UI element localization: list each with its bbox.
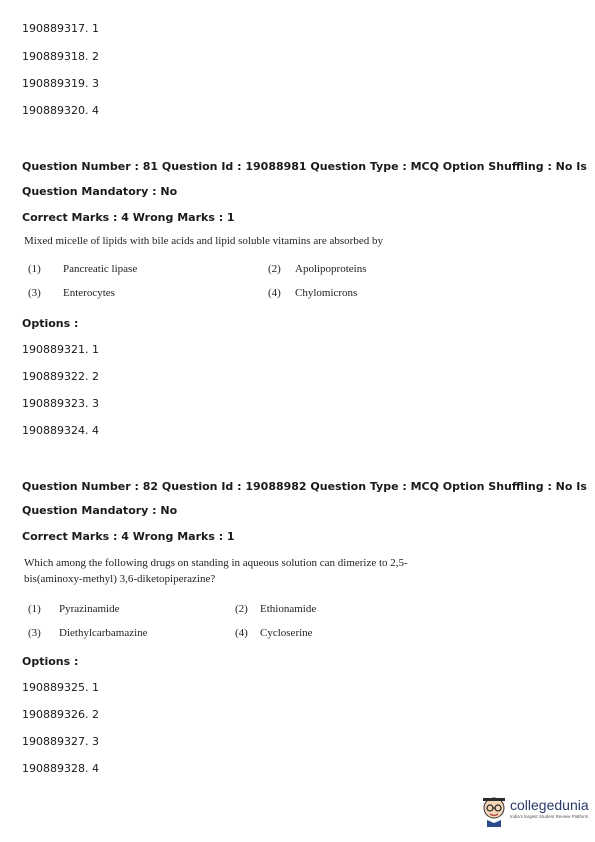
options-label: Options : bbox=[22, 655, 79, 668]
choice-number: (3) bbox=[28, 627, 41, 639]
option-line: 190889317. 1 bbox=[22, 22, 99, 35]
question-text: Which among the following drugs on standing in aqueous solution can dimerize to 2,5- bbox=[24, 557, 408, 569]
question-header: Question Number : 81 Question Id : 19088981 Question Type : MCQ Option Shuffling : No Is bbox=[22, 160, 587, 173]
choice-text: Diethylcarbamazine bbox=[59, 627, 148, 639]
option-line: 190889318. 2 bbox=[22, 50, 99, 63]
options-label: Options : bbox=[22, 317, 79, 330]
question-text: Mixed micelle of lipids with bile acids and lipid soluble vitamins are absorbed by bbox=[24, 235, 383, 247]
option-line: 190889321. 1 bbox=[22, 343, 99, 356]
option-line: 190889324. 4 bbox=[22, 424, 99, 437]
choice-text: Cycloserine bbox=[260, 627, 313, 639]
choice-number: (3) bbox=[28, 287, 41, 299]
option-line: 190889325. 1 bbox=[22, 681, 99, 694]
question-text: bis(aminoxy-methyl) 3,6-diketopiperazine? bbox=[24, 573, 216, 585]
choice-text: Enterocytes bbox=[63, 287, 115, 299]
choice-text: Pancreatic lipase bbox=[63, 263, 138, 275]
choice-text: Chylomicrons bbox=[295, 287, 358, 299]
option-line: 190889327. 3 bbox=[22, 735, 99, 748]
choice-number: (4) bbox=[268, 287, 281, 299]
option-line: 190889320. 4 bbox=[22, 104, 99, 117]
question-mandatory: Question Mandatory : No bbox=[22, 504, 178, 517]
option-line: 190889319. 3 bbox=[22, 77, 99, 90]
choice-number: (1) bbox=[28, 603, 41, 615]
question-marks: Correct Marks : 4 Wrong Marks : 1 bbox=[22, 530, 235, 543]
collegedunia-logo bbox=[480, 793, 592, 829]
question-marks: Correct Marks : 4 Wrong Marks : 1 bbox=[22, 211, 235, 224]
option-line: 190889322. 2 bbox=[22, 370, 99, 383]
choice-number: (2) bbox=[235, 603, 248, 615]
mascot-icon bbox=[480, 793, 508, 827]
choice-number: (4) bbox=[235, 627, 248, 639]
question-header: Question Number : 82 Question Id : 19088982 Question Type : MCQ Option Shuffling : No Is bbox=[22, 480, 587, 493]
question-mandatory: Question Mandatory : No bbox=[22, 185, 178, 198]
brand-tagline: India's largest Student Review Platform bbox=[510, 814, 589, 819]
option-line: 190889326. 2 bbox=[22, 708, 99, 721]
choice-number: (2) bbox=[268, 263, 281, 275]
choice-text: Pyrazinamide bbox=[59, 603, 120, 615]
choice-text: Apolipoproteins bbox=[295, 263, 367, 275]
option-line: 190889323. 3 bbox=[22, 397, 99, 410]
choice-number: (1) bbox=[28, 263, 41, 275]
brand-name: collegedunia bbox=[510, 797, 589, 813]
option-line: 190889328. 4 bbox=[22, 762, 99, 775]
choice-text: Ethionamide bbox=[260, 603, 317, 615]
